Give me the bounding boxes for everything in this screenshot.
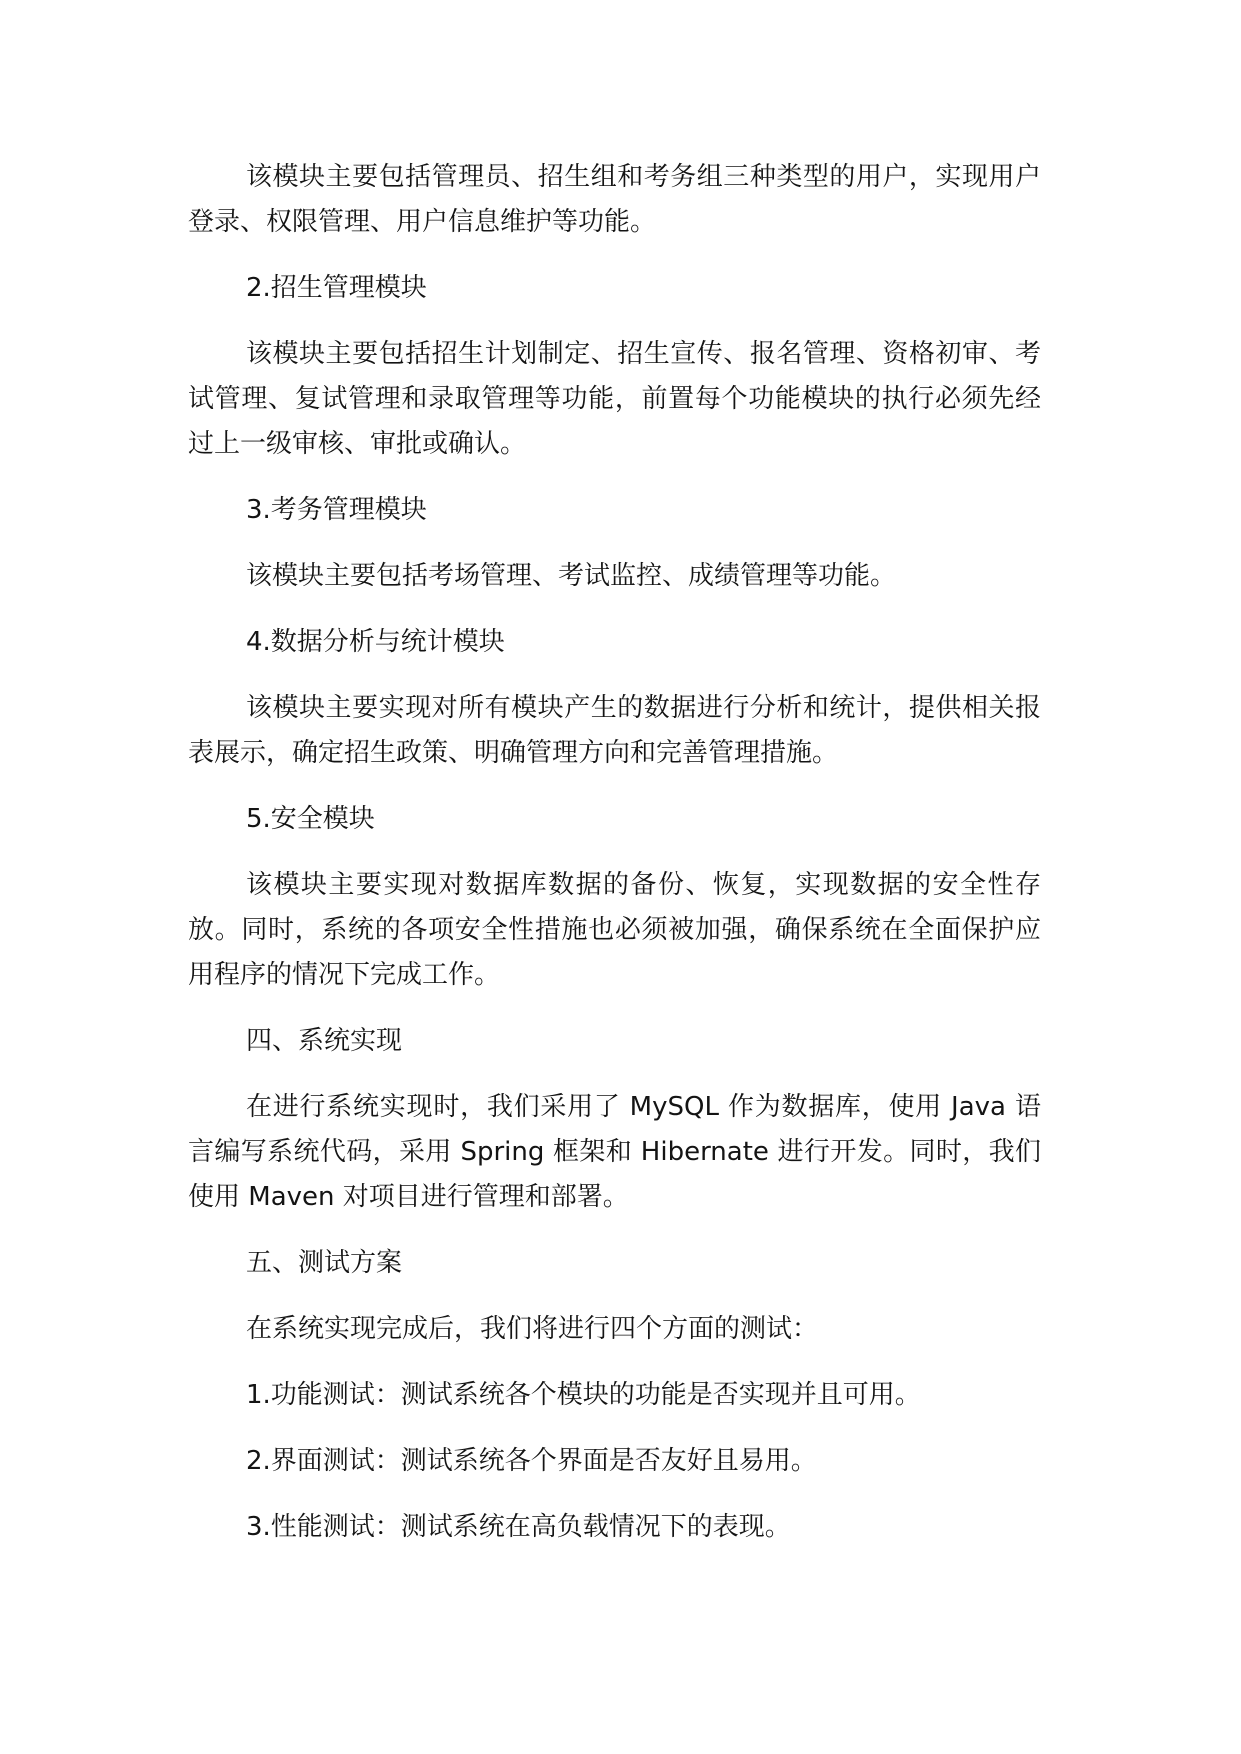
paragraph-exam-affairs-module: 该模块主要包括考场管理、考试监控、成绩管理等功能。 xyxy=(246,561,897,591)
heading-exam-affairs-module: 3.考务管理模块 xyxy=(246,495,427,525)
paragraph-data-analysis-module: 该模块主要实现对所有模块产生的数据进行分析和统计，提供相关报表展示，确定招生政策、明确管理方向和完善管理措施。 xyxy=(188,693,1041,768)
paragraph-functional-test: 1.功能测试：测试系统各个模块的功能是否实现并且可用。 xyxy=(246,1380,921,1410)
heading-test-plan: 五、测试方案 xyxy=(246,1248,403,1278)
paragraph-test-intro: 在系统实现完成后，我们将进行四个方面的测试： xyxy=(246,1314,819,1344)
heading-enrollment-module: 2.招生管理模块 xyxy=(246,273,427,303)
heading-system-implementation: 四、系统实现 xyxy=(246,1026,403,1056)
document-body xyxy=(188,155,1041,1571)
heading-security-module: 5.安全模块 xyxy=(246,804,375,834)
paragraph-interface-test: 2.界面测试：测试系统各个界面是否友好且易用。 xyxy=(246,1446,817,1476)
paragraph-performance-test: 3.性能测试：测试系统在高负载情况下的表现。 xyxy=(246,1512,791,1542)
heading-data-analysis-module: 4.数据分析与统计模块 xyxy=(246,627,505,657)
paragraph-security-module: 该模块主要实现对数据库数据的备份、恢复，实现数据的安全性存放。同时，系统的各项安全性措施也必须被加强，确保系统在全面保护应用程序的情况下完成工作。 xyxy=(188,870,1041,990)
paragraph-system-implementation: 在进行系统实现时，我们采用了 MySQL 作为数据库，使用 Java 语言编写系统代码，采用 Spring 框架和 Hibernate 进行开发。同时，我们使用 Maven 对项目进行管理和部署。 xyxy=(188,1092,1041,1212)
paragraph-user-module: 该模块主要包括管理员、招生组和考务组三种类型的用户，实现用户登录、权限管理、用户信息维护等功能。 xyxy=(188,162,1041,237)
paragraph-enrollment-module: 该模块主要包括招生计划制定、招生宣传、报名管理、资格初审、考试管理、复试管理和录取管理等功能，前置每个功能模块的执行必须先经过上一级审核、审批或确认。 xyxy=(188,339,1041,459)
